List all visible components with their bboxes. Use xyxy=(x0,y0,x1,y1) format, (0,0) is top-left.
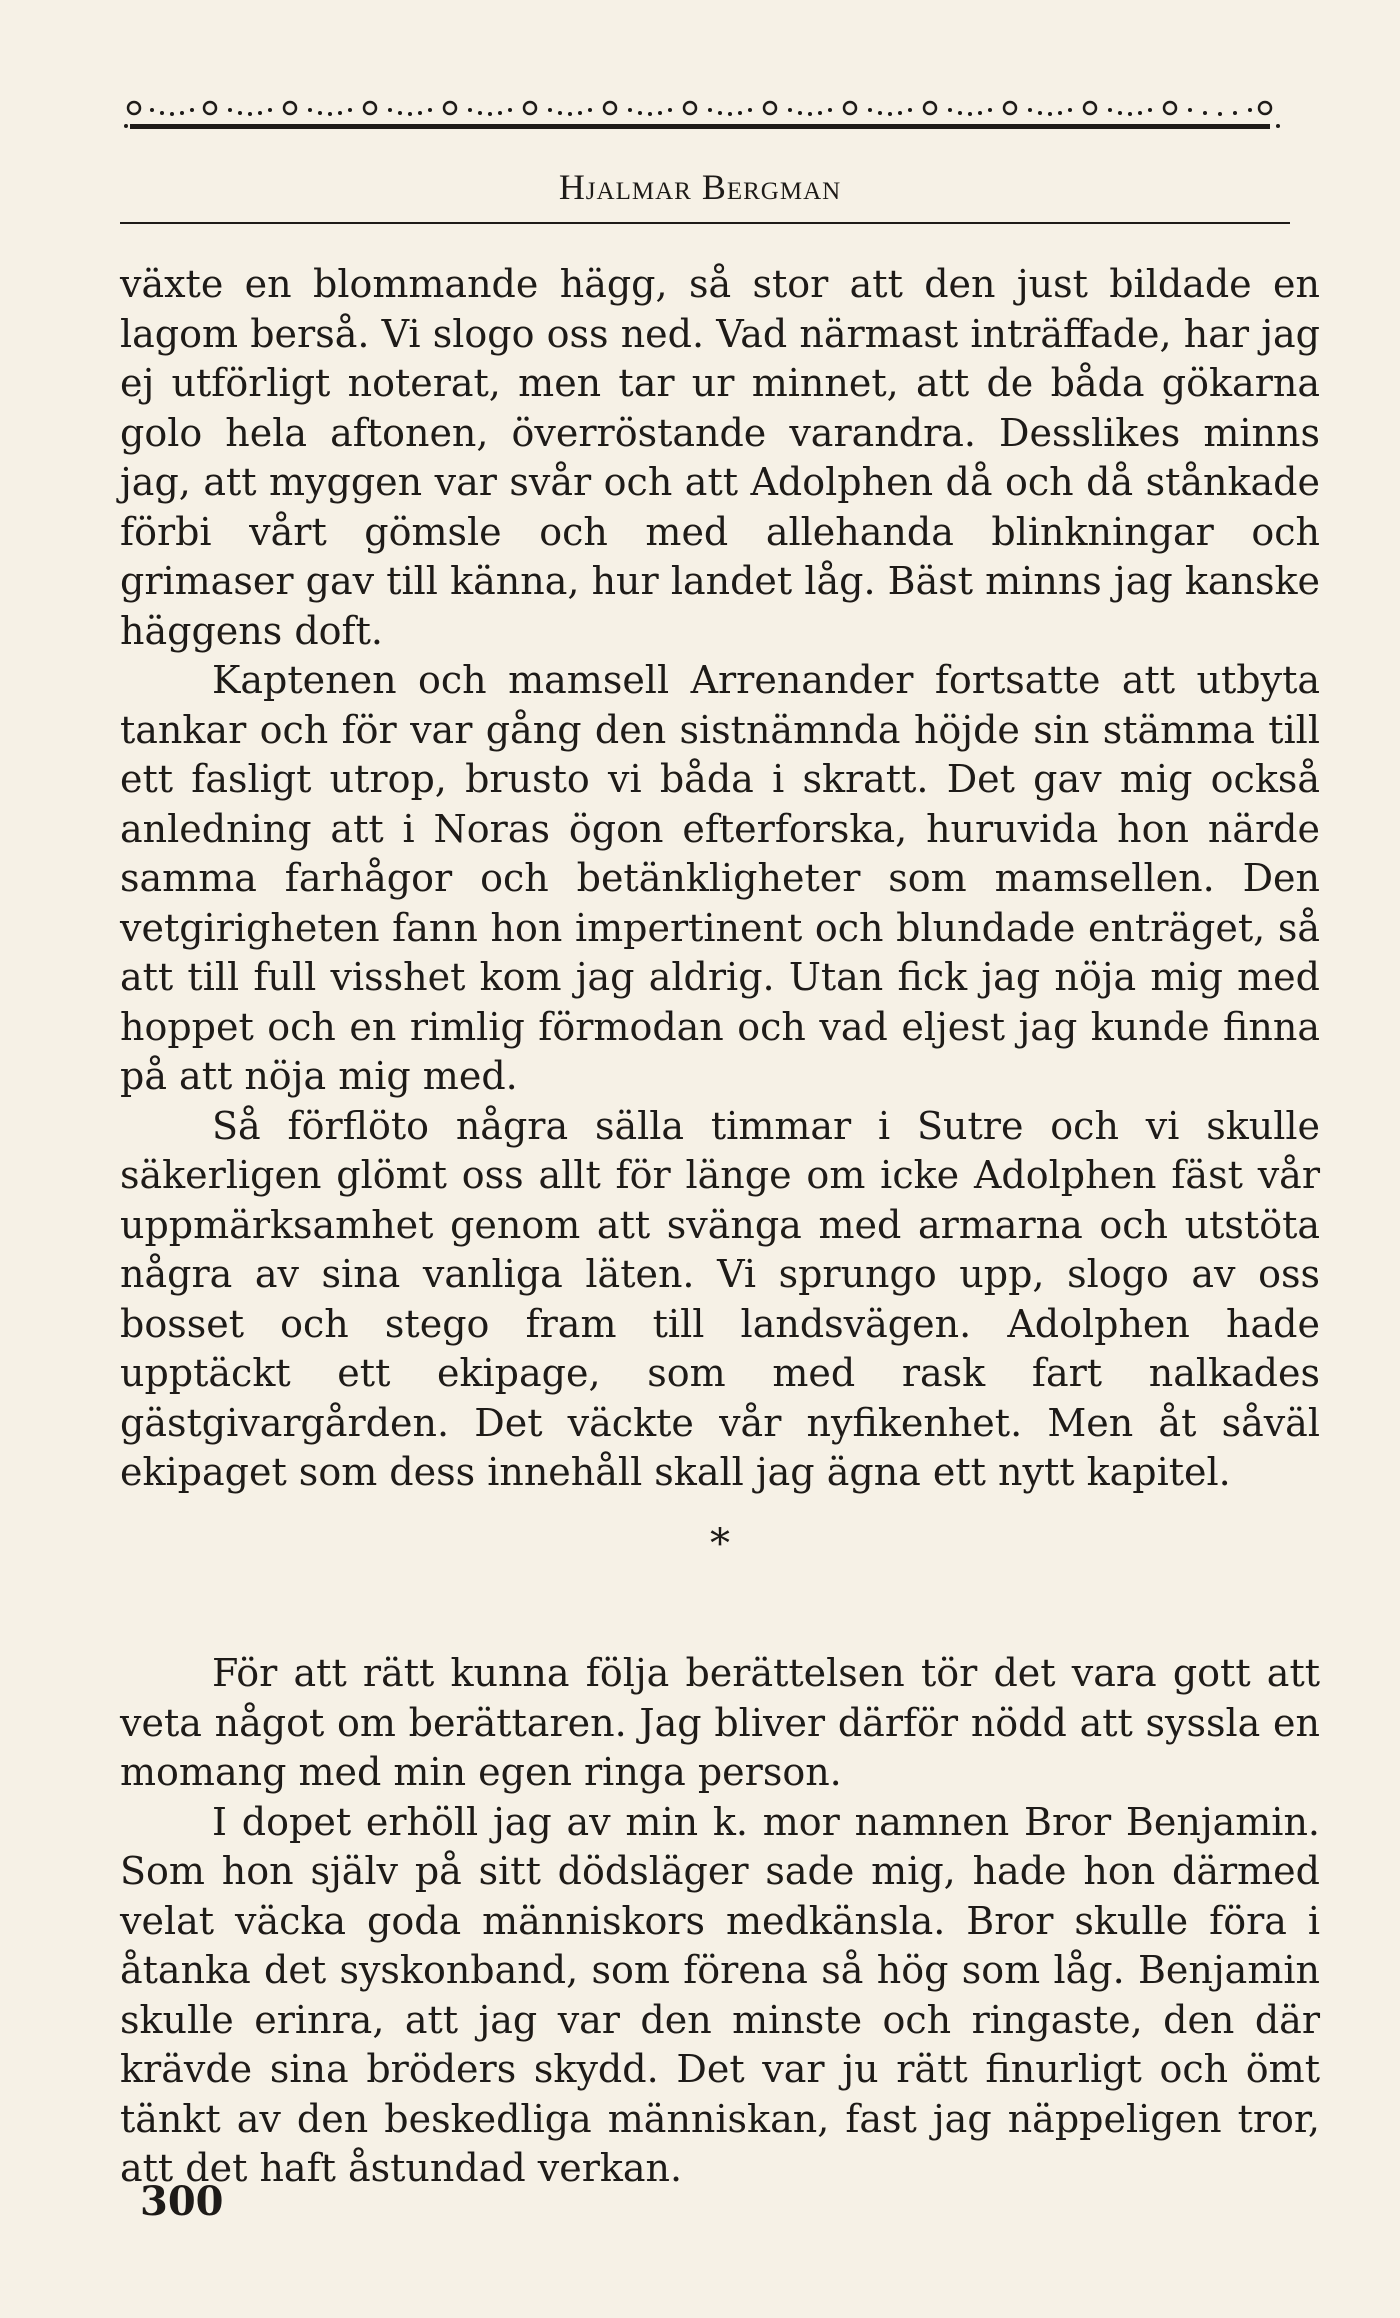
body-text xyxy=(120,260,1320,2194)
running-header-author: Hjalmar Bergman xyxy=(558,167,842,207)
paragraph: I dopet erhöll jag av min k. mor namnen Bror Benjamin. Som hon själv på sitt dödsläger sade mig, hade hon därmed velat väcka goda människors medkänsla. Bror skulle föra i åtanka det syskonband, som förena så hög som låg. Benjamin skulle erinra, att jag var den minste och ringaste, den där krävde sina bröders skydd. Det var ju rätt finurligt och ömt tänkt av den beskedliga människan, fast jag näppeligen tror, att det haft åstundad verkan. xyxy=(120,1799,1320,2190)
section-separator: * xyxy=(710,1520,730,1567)
header-divider xyxy=(120,222,1290,224)
paragraph: Så förflöto några sälla timmar i Sutre och vi skulle säkerligen glömt oss allt för länge om icke Adolphen fäst vår uppmärksamhet genom att svänga med armarna och utstöta några av sina vanliga läten. Vi sprungo upp, slogo av oss bosset och stego fram till landsvägen. Adolphen hade upptäckt ett ekipage, som med rask fart nalkades gästgivargården. Det väckte vår nyfikenhet. Men åt såväl ekipaget som dess innehåll skall jag ägna ett nytt kapitel. xyxy=(120,1103,1320,1494)
decorative-header-ornament xyxy=(120,90,1285,140)
paragraph: För att rätt kunna följa berättelsen tör det vara gott att veta något om berättaren. Jag bliver därför nödd att syssla en momang med min egen ringa person. xyxy=(120,1651,1320,1794)
paragraph: växte en blommande hägg, så stor att den just bildade en lagom berså. Vi slogo oss ned. Vad närmast inträffade, har jag ej utförligt noterat, men tar ur minnet, att de båda gökarna golo hela aftonen, överröstande varandra. Desslikes minns jag, att myggen var svår och att Adolphen då och då stånkade förbi vårt gömsle och med allehanda blinkningar och grimaser gav till känna, hur landet låg. Bäst minns jag kanske häggens doft. xyxy=(120,262,1320,653)
paragraph: Kaptenen och mamsell Arrenander fortsatte att utbyta tankar och för var gång den sistnämnda höjde sin stämma till ett fasligt utrop, brusto vi båda i skratt. Det gav mig också anledning att i Noras ögon efterforska, huruvida hon närde samma farhågor och betänkligheter som mamsellen. Den vetgirigheten fann hon impertinent och blundade enträget, så att till full visshet kom jag aldrig. Utan fick jag nöja mig med hoppet och en rimlig förmodan och vad eljest jag kunde finna på att nöja mig med. xyxy=(120,658,1320,1098)
page-number: 300 xyxy=(140,2178,224,2225)
